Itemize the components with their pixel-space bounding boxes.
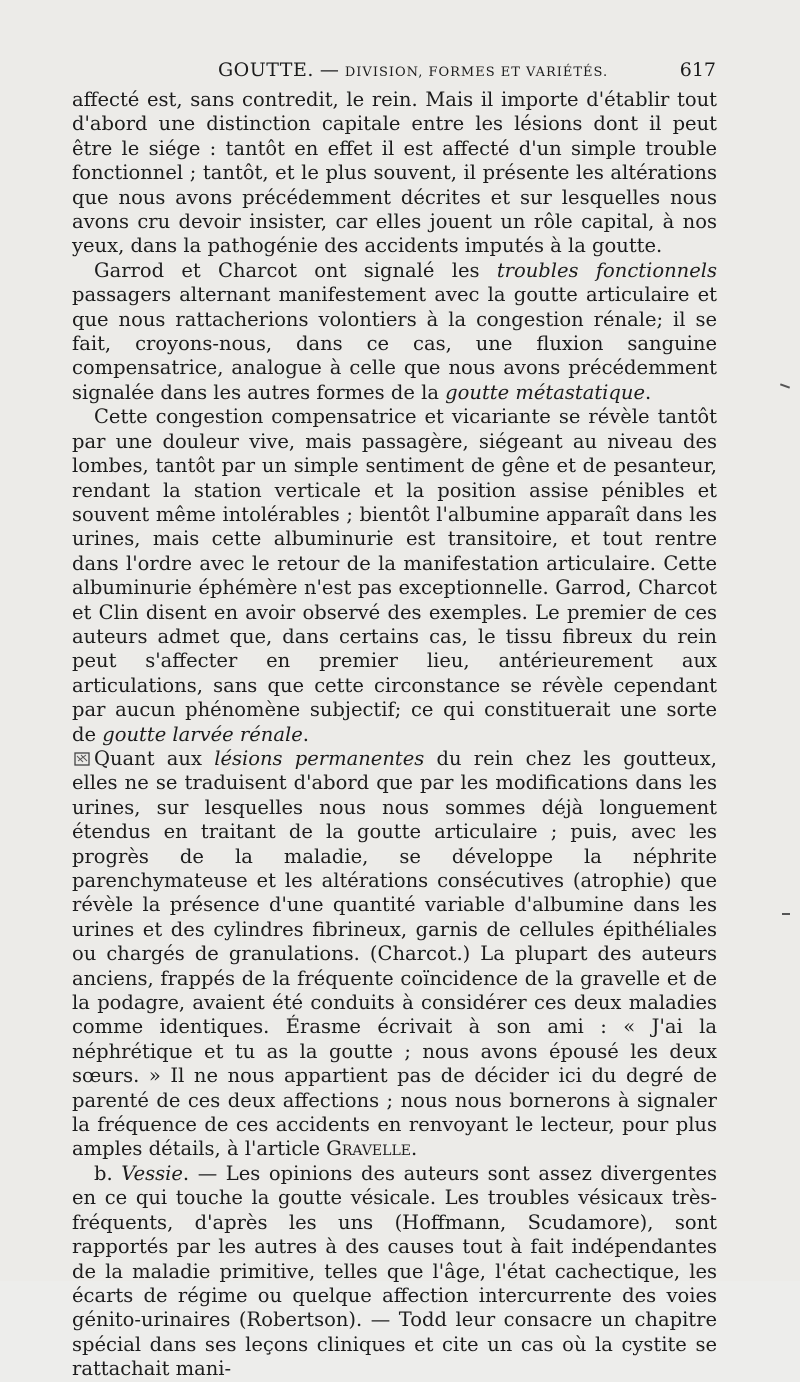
text-segment: Cette congestion compensatrice et vicariante se révèle tantôt par une douleur vive, mais passagère, siégeant au niveau des lombes, tantôt par un simple sentiment de gêne et de pesanteur, rendant la station verticale et la position assise pénibles et souvent même intolérables ; bientôt l'albumine apparaît dans les urines, mais cette albuminurie est transitoire, et tout rentre dans l'ordre avec le retour de la manifestation articulaire. Cette albuminurie éphémère n'est pas exceptionnelle. Garrod, Charcot et Clin disent en avoir observé des exemples. Le premier de ces auteurs admet que, dans certains cas, le tissu fibreux du rein peut s'affecter en premier lieu, antérieurement aux articulations, sans que cette circonstance se révèle cependant par aucun phénomène subjectif; ce qui constituerait une sorte de (72, 405, 717, 746)
running-title-subtitle: DIVISION, FORMES ET VARIÉTÉS. (344, 65, 609, 80)
paragraph (72, 1162, 717, 1382)
text-segment: b. (94, 1161, 122, 1185)
italic-term: lésions permanentes (214, 746, 425, 770)
text-segment: passagers alternant manifestement avec la goutte articulaire et que nous rattacherions volontiers à la congestion rénale; il se fait, croyons-nous, dans ce cas, une fluxion sanguine compensatrice, analogue à celle que nous avons précédemment signalée dans les autres formes de la (72, 283, 717, 404)
text-segment: . — Les opinions des auteurs sont assez divergentes en ce qui touche la goutte vésicale. Les troubles vésicaux très-fréquents, d'après les uns (Hoffmann, Scudamore), sont rapportés par les autres à des causes tout à fait indépendantes de la maladie primitive, telles que l'âge, l'état cachectique, les écarts de régime ou quelque affection intercurrente des voies génito-urinaires (Robertson). — Todd leur consacre un chapitre spécial dans ses leçons cliniques et cite un cas où la cystite se rattachait mani- (72, 1161, 717, 1381)
paragraph (72, 259, 717, 405)
running-title-main: GOUTTE. (218, 59, 314, 81)
text-segment: . (410, 1137, 418, 1161)
text-segment: Quant aux (94, 746, 215, 770)
running-title-separator: — (319, 59, 339, 81)
italic-term: goutte métastatique (445, 380, 645, 404)
text-segment: du rein chez les goutteux, elles ne se traduisent d'abord que par les modifications dans les urines, sur lesquelles nous nous sommes déjà longuement étendus en traitant de la goutte articulaire ; puis, avec les progrès de la maladie, se développe la néphrite parenchymateuse et les altérations consécutives (atrophie) que révèle la présence d'une quantité variable d'albumine dans les urines et des cylindres fibrineux, garnis de cellules épithéliales ou chargés de granulations. (Charcot.) La plupart des auteurs anciens, frappés de la fréquente coïncidence de la gravelle et de la podagre, avaient été conduits à considérer ces deux maladies comme identiques. Érasme écrivait à son ami : « J'ai la néphrétique et tu as la goutte ; nous avons épousé les deux sœurs. » Il ne nous appartient pas de décider ici du degré de parenté de ces deux affections ; nous nous bornerons à signaler la fréquence de ces accidents en renvoyant le lecteur, pour plus amples détails, à l'article (72, 746, 717, 1161)
running-header (72, 57, 716, 83)
small-caps-term: Gravelle (326, 1137, 411, 1161)
paragraph (72, 88, 717, 259)
text-segment: Garrod et Charcot ont signalé les (94, 258, 497, 282)
text-segment: affecté est, sans contredit, le rein. Mais il importe d'établir tout d'abord une distinction capitale entre les lésions dont il peut être le siége : tantôt en effet il est affecté d'un simple trouble fonctionnel ; tantôt, et le plus souvent, il présente les altérations que nous avons précédemment décrites et sur lesquelles nous avons cru devoir insister, car elles jouent un rôle capital, à nos yeux, dans la pathogénie des accidents imputés à la goutte. (72, 88, 717, 258)
italic-term: troubles fonctionnels (496, 258, 717, 282)
running-title (218, 57, 608, 86)
text-segment: . (644, 380, 652, 404)
body-text (72, 88, 717, 1382)
italic-term: goutte larvée rénale (102, 722, 303, 746)
page-number: 617 (679, 59, 716, 81)
paragraph (72, 747, 717, 1162)
margin-dash (780, 383, 790, 388)
margin-dash (782, 913, 790, 915)
paragraph (72, 405, 717, 747)
margin-mark-icon (74, 751, 92, 767)
italic-term: Vessie (121, 1161, 183, 1185)
text-segment: . (302, 722, 309, 746)
